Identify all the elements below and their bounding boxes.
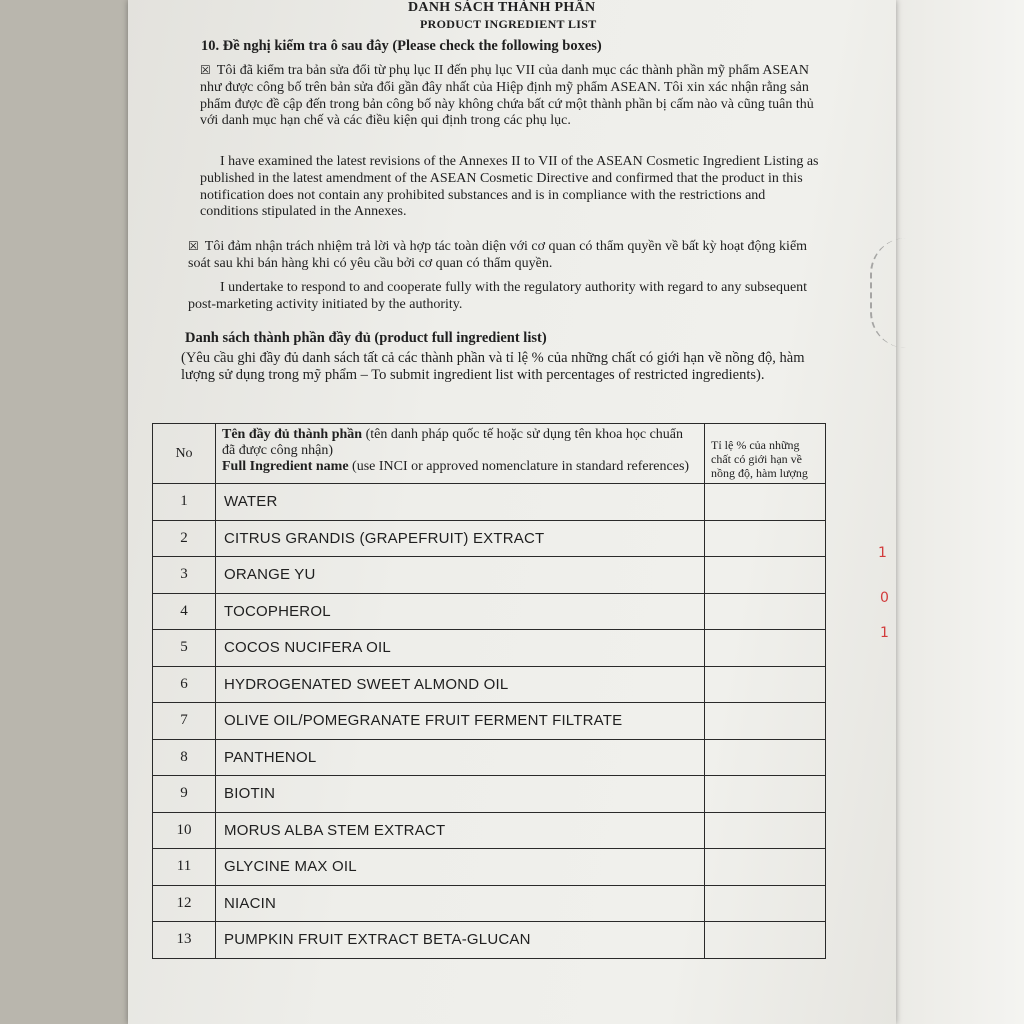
ingredient-percentage <box>705 666 826 703</box>
ingredient-percentage <box>705 557 826 594</box>
full-list-note: (Yêu cầu ghi đầy đủ danh sách tất cả các thành phần và tỉ lệ % của những chất có giới hạn về nồng độ, hàm lượng sử dụng trong mỹ phẩm – To submit ingredient list with percentages of restricted ingredients). <box>181 350 805 383</box>
ingredient-number: 10 <box>153 812 216 849</box>
ingredient-percentage <box>705 630 826 667</box>
ingredient-name: PUMPKIN FRUIT EXTRACT BETA-GLUCAN <box>216 922 705 959</box>
checked-box-icon: ☒ <box>188 239 199 253</box>
ingredient-number: 5 <box>153 630 216 667</box>
declaration-1-vietnamese <box>200 62 820 130</box>
table-row <box>153 739 826 776</box>
table-row <box>153 849 826 886</box>
ingredient-number: 11 <box>153 849 216 886</box>
ingredient-percentage <box>705 885 826 922</box>
ingredient-percentage <box>705 520 826 557</box>
ingredient-number: 4 <box>153 593 216 630</box>
table-row <box>153 885 826 922</box>
col-name-vi-bold: Tên đầy đủ thành phần <box>222 427 363 442</box>
table-row <box>153 520 826 557</box>
table-row <box>153 593 826 630</box>
declaration-2-en-text: I undertake to respond to and cooperate fully with the regulatory authority with regard to any subsequent post-marketing activity initiated by the authority. <box>188 280 808 312</box>
ingredient-percentage <box>705 739 826 776</box>
col-name-en-bold: Full Ingredient name <box>222 459 349 474</box>
checked-box-icon: ☒ <box>200 63 211 77</box>
column-header-percentage: Tỉ lệ % của những chất có giới hạn về nồng độ, hàm lượng <box>705 424 826 484</box>
ingredient-name: OLIVE OIL/POMEGRANATE FRUIT FERMENT FILTRATE <box>216 703 705 740</box>
ingredient-percentage <box>705 484 826 521</box>
title-english: PRODUCT INGREDIENT LIST <box>420 17 597 31</box>
full-list-heading: Danh sách thành phần đầy đủ (product full ingredient list) <box>185 330 547 346</box>
red-ink-mark: 1 <box>880 625 889 641</box>
ingredient-number: 7 <box>153 703 216 740</box>
ingredient-number: 6 <box>153 666 216 703</box>
table-row <box>153 922 826 959</box>
ingredient-number: 8 <box>153 739 216 776</box>
declaration-2-english <box>188 280 818 314</box>
ingredient-name: TOCOPHEROL <box>216 593 705 630</box>
ingredient-percentage <box>705 703 826 740</box>
ingredient-percentage <box>705 776 826 813</box>
ingredient-name: MORUS ALBA STEM EXTRACT <box>216 812 705 849</box>
ingredient-name: BIOTIN <box>216 776 705 813</box>
ingredient-name: COCOS NUCIFERA OIL <box>216 630 705 667</box>
table-row <box>153 776 826 813</box>
declaration-1-vi-text: Tôi đã kiểm tra bản sửa đổi từ phụ lục II đến phụ lục VII của danh mục các thành phần mỹ phẩm ASEAN như được công bố trên bản sửa đổi gần đây nhất của Hiệp định mỹ phẩm ASEAN. Tôi xin xác nhận rằng sản phẩm được đề cập đến trong bản công bố này không chứa bất cứ một thành phần bị cấm nào và cũng tuân thủ với danh mục hạn chế và các điều kiện qui định trong các phụ lục. <box>200 63 814 129</box>
ingredient-name: GLYCINE MAX OIL <box>216 849 705 886</box>
ingredient-name: PANTHENOL <box>216 739 705 776</box>
ingredient-percentage <box>705 849 826 886</box>
ingredient-percentage <box>705 812 826 849</box>
col-name-vi-rest: (tên danh pháp quốc tế hoặc sử dụng tên khoa học chuẩn đã được công nhận) <box>222 427 684 458</box>
ingredient-name: CITRUS GRANDIS (GRAPEFRUIT) EXTRACT <box>216 520 705 557</box>
ingredient-name: ORANGE YU <box>216 557 705 594</box>
table-row <box>153 484 826 521</box>
declaration-2-vi-text: Tôi đảm nhận trách nhiệm trả lời và hợp tác toàn diện với cơ quan có thẩm quyền về bất kỳ hoạt động kiểm soát sau khi bán hàng khi có yêu cầu bởi cơ quan có thẩm quyền. <box>188 239 808 271</box>
ingredient-percentage <box>705 922 826 959</box>
section-10-heading: 10. Đề nghị kiểm tra ô sau đây (Please check the following boxes) <box>201 38 602 54</box>
stamp-seal-mark <box>870 238 906 348</box>
ingredient-number: 9 <box>153 776 216 813</box>
ingredient-number: 2 <box>153 520 216 557</box>
ingredient-number: 13 <box>153 922 216 959</box>
ingredient-number: 3 <box>153 557 216 594</box>
red-ink-mark: 1 <box>878 545 887 561</box>
declaration-1-en-text: I have examined the latest revisions of the Annexes II to VII of the ASEAN Cosmetic Ingredient Listing as published in the latest amendment of the ASEAN Cosmetic Directive and confirmed that the product in this notification does not contain any prohibited substances and is in compliance with the restrictions and conditions stipulated in the Annexes. <box>200 154 819 220</box>
ingredient-name: WATER <box>216 484 705 521</box>
table-row <box>153 557 826 594</box>
ingredient-name: NIACIN <box>216 885 705 922</box>
declaration-1-english <box>200 154 820 221</box>
column-header-no: No <box>153 424 216 484</box>
declaration-2-vietnamese <box>188 238 813 273</box>
ingredient-number: 12 <box>153 885 216 922</box>
column-header-ingredient-name <box>216 424 705 484</box>
red-ink-mark: 0 <box>880 590 889 606</box>
col-name-en-rest: (use INCI or approved nomenclature in standard references) <box>348 459 690 474</box>
table-header-row <box>153 424 826 484</box>
ingredient-table <box>152 423 826 959</box>
title-vietnamese: DANH SÁCH THÀNH PHẦN <box>408 0 596 15</box>
ingredient-number: 1 <box>153 484 216 521</box>
table-row <box>153 812 826 849</box>
ingredient-name: HYDROGENATED SWEET ALMOND OIL <box>216 666 705 703</box>
ingredient-percentage <box>705 593 826 630</box>
ingredient-table-body <box>153 484 826 959</box>
table-row <box>153 703 826 740</box>
table-row <box>153 630 826 667</box>
table-row <box>153 666 826 703</box>
